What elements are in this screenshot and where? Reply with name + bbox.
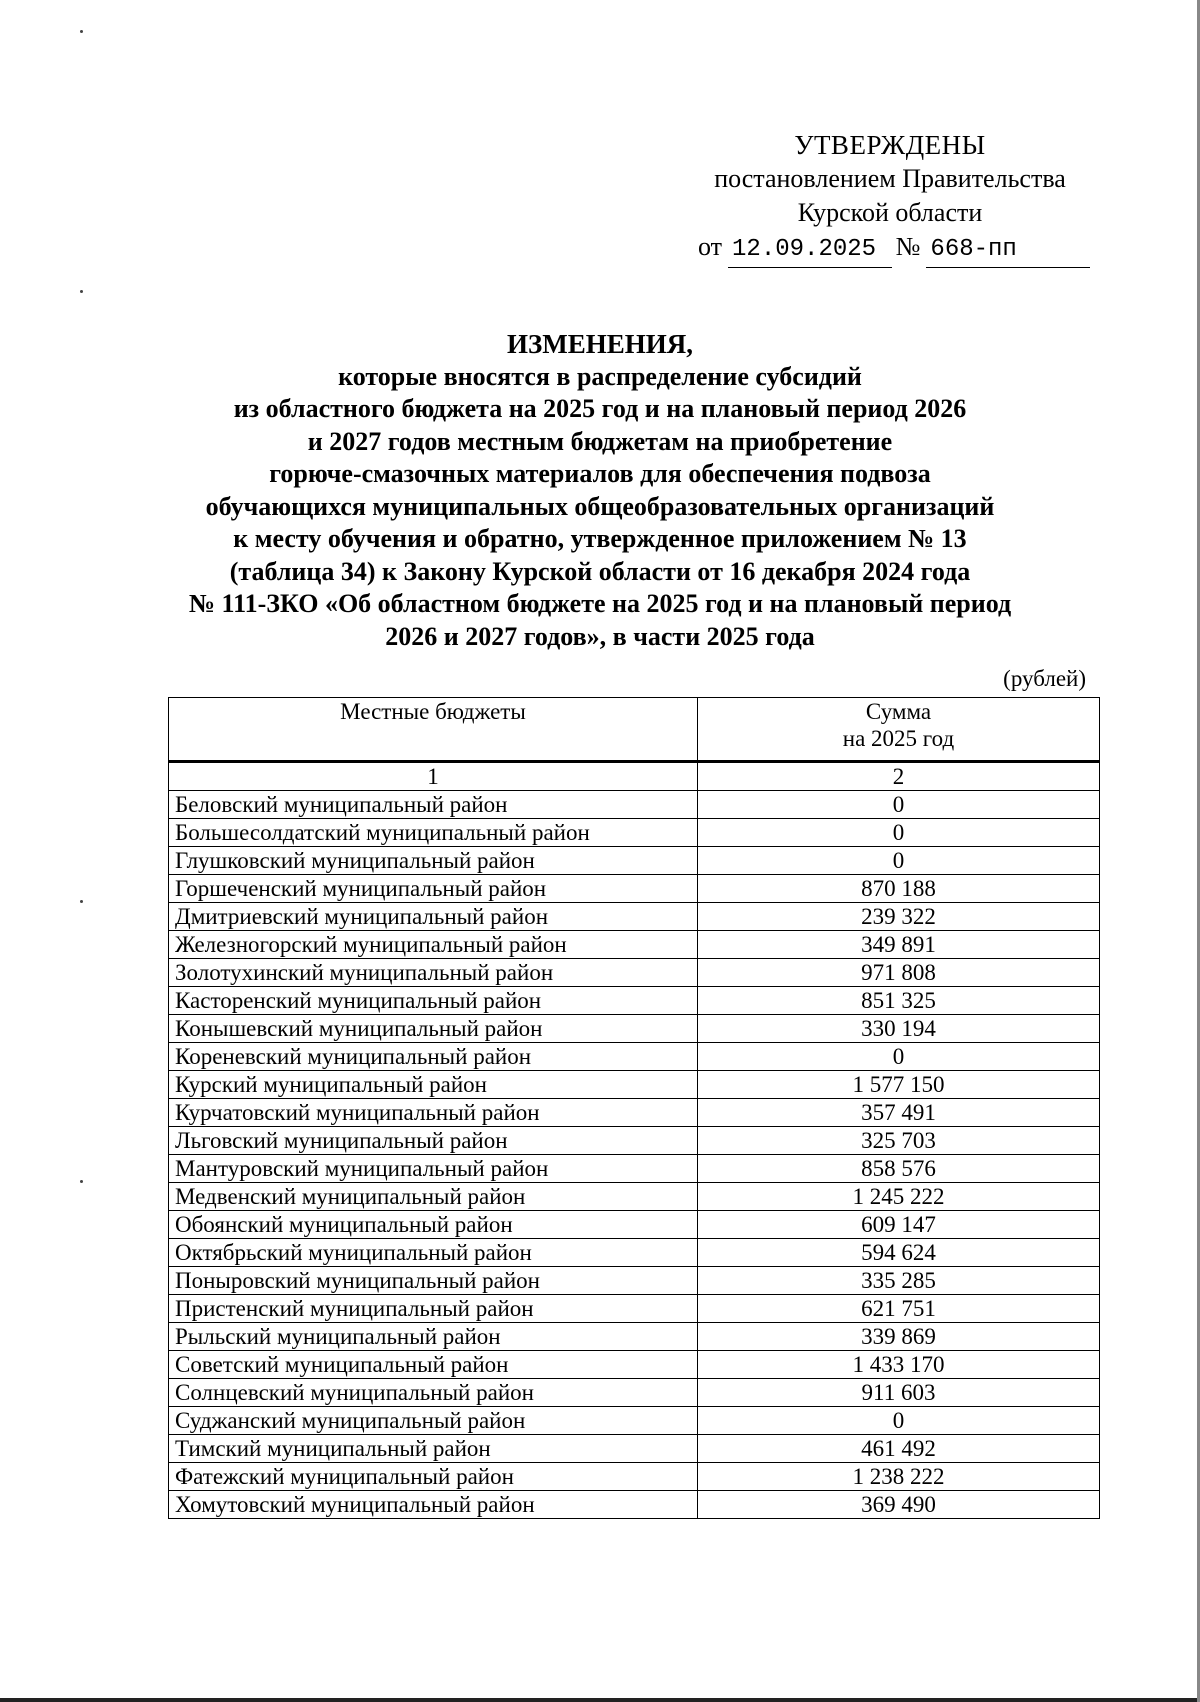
heading-line: 2026 и 2027 годов», в части 2025 года — [385, 621, 815, 651]
table-row — [169, 819, 1100, 847]
district-amount: 369 490 — [698, 1491, 1100, 1519]
approval-date: 12.09.2025 — [728, 233, 892, 268]
scan-edge-bottom — [0, 1698, 1200, 1702]
district-amount: 851 325 — [698, 987, 1100, 1015]
district-amount: 971 808 — [698, 959, 1100, 987]
district-name: Кореневский муниципальный район — [169, 1043, 698, 1071]
district-amount: 858 576 — [698, 1155, 1100, 1183]
district-name: Глушковский муниципальный район — [169, 847, 698, 875]
table-row — [169, 959, 1100, 987]
district-name: Фатежский муниципальный район — [169, 1463, 698, 1491]
district-amount: 0 — [698, 791, 1100, 819]
district-amount: 0 — [698, 1043, 1100, 1071]
district-amount: 1 245 222 — [698, 1183, 1100, 1211]
district-amount: 330 194 — [698, 1015, 1100, 1043]
approval-line-2: Курской области — [797, 198, 983, 227]
number-prefix: № — [895, 232, 921, 261]
budget-table — [168, 697, 1100, 1519]
column-number-2: 2 — [698, 762, 1100, 791]
scan-mark — [80, 30, 83, 33]
table-row — [169, 931, 1100, 959]
table-row — [169, 1407, 1100, 1435]
district-amount: 1 238 222 — [698, 1463, 1100, 1491]
district-amount: 911 603 — [698, 1379, 1100, 1407]
table-row — [169, 903, 1100, 931]
district-name: Советский муниципальный район — [169, 1351, 698, 1379]
scan-mark — [80, 900, 83, 903]
district-name: Беловский муниципальный район — [169, 791, 698, 819]
district-amount: 609 147 — [698, 1211, 1100, 1239]
date-prefix: от — [698, 232, 723, 261]
table-row — [169, 1239, 1100, 1267]
column-number-row — [169, 762, 1100, 791]
table-row — [169, 1267, 1100, 1295]
district-name: Рыльский муниципальный район — [169, 1323, 698, 1351]
units-label: (рублей) — [1003, 666, 1086, 691]
district-amount: 0 — [698, 819, 1100, 847]
district-amount: 325 703 — [698, 1127, 1100, 1155]
table-row — [169, 1295, 1100, 1323]
heading-title: ИЗМЕНЕНИЯ, — [506, 329, 693, 359]
district-name: Льговский муниципальный район — [169, 1127, 698, 1155]
district-name: Октябрьский муниципальный район — [169, 1239, 698, 1267]
district-name: Солнцевский муниципальный район — [169, 1379, 698, 1407]
table-row — [169, 1491, 1100, 1519]
district-amount: 335 285 — [698, 1267, 1100, 1295]
table-row — [169, 1211, 1100, 1239]
heading-line: № 111-ЗКО «Об областном бюджете на 2025 год и на плановый период — [188, 589, 1012, 618]
table-row — [169, 1379, 1100, 1407]
district-name: Курский муниципальный район — [169, 1071, 698, 1099]
district-amount: 870 188 — [698, 875, 1100, 903]
table-header-row — [169, 698, 1100, 762]
district-name: Дмитриевский муниципальный район — [169, 903, 698, 931]
document-heading — [150, 328, 1050, 653]
approval-block — [690, 128, 1090, 268]
table-row — [169, 1071, 1100, 1099]
approval-number: 668-пп — [926, 233, 1090, 268]
heading-line: горюче-смазочных материалов для обеспечения подвоза — [269, 459, 931, 488]
district-amount: 239 322 — [698, 903, 1100, 931]
district-amount: 0 — [698, 847, 1100, 875]
district-amount: 461 492 — [698, 1435, 1100, 1463]
scan-mark — [80, 290, 83, 293]
heading-line: из областного бюджета на 2025 год и на плановый период 2026 — [233, 394, 967, 423]
district-amount: 357 491 — [698, 1099, 1100, 1127]
header-amount-line-2: на 2025 год — [842, 726, 955, 751]
table-row — [169, 1127, 1100, 1155]
district-name: Обоянский муниципальный район — [169, 1211, 698, 1239]
district-name: Пристенский муниципальный район — [169, 1295, 698, 1323]
heading-line: обучающихся муниципальных общеобразовательных организаций — [205, 491, 995, 521]
district-amount: 1 577 150 — [698, 1071, 1100, 1099]
table-row — [169, 1463, 1100, 1491]
approval-date-row — [698, 230, 1090, 268]
district-name: Касторенский муниципальный район — [169, 987, 698, 1015]
approval-line-1: постановлением Правительства — [714, 164, 1066, 193]
district-name: Золотухинский муниципальный район — [169, 959, 698, 987]
heading-line: и 2027 годов местным бюджетам на приобретение — [307, 426, 893, 456]
scan-mark — [80, 1180, 83, 1183]
district-name: Мантуровский муниципальный район — [169, 1155, 698, 1183]
district-name: Конышевский муниципальный район — [169, 1015, 698, 1043]
heading-line: (таблица 34) к Закону Курской области от 16 декабря 2024 года — [229, 556, 971, 586]
header-amount-line-1: Сумма — [865, 699, 932, 724]
district-name: Горшеченский муниципальный район — [169, 875, 698, 903]
approval-title: УТВЕРЖДЕНЫ — [794, 130, 986, 160]
column-number-1: 1 — [169, 762, 698, 791]
district-amount: 339 869 — [698, 1323, 1100, 1351]
table-row — [169, 1099, 1100, 1127]
district-name: Курчатовский муниципальный район — [169, 1099, 698, 1127]
table-row — [169, 875, 1100, 903]
header-local-budgets: Местные бюджеты — [169, 698, 698, 762]
district-amount: 0 — [698, 1407, 1100, 1435]
table-row — [169, 1015, 1100, 1043]
table-row — [169, 1351, 1100, 1379]
district-name: Суджанский муниципальный район — [169, 1407, 698, 1435]
district-name: Тимский муниципальный район — [169, 1435, 698, 1463]
table-row — [169, 987, 1100, 1015]
district-name: Железногорский муниципальный район — [169, 931, 698, 959]
table-row — [169, 791, 1100, 819]
heading-line: к месту обучения и обратно, утвержденное приложением № 13 — [233, 524, 967, 553]
header-amount — [698, 698, 1100, 762]
table-row — [169, 1323, 1100, 1351]
district-name: Большесолдатский муниципальный район — [169, 819, 698, 847]
district-amount: 1 433 170 — [698, 1351, 1100, 1379]
table-row — [169, 1435, 1100, 1463]
heading-line: которые вносятся в распределение субсидий — [338, 361, 862, 391]
district-amount: 621 751 — [698, 1295, 1100, 1323]
table-row — [169, 1043, 1100, 1071]
district-name: Медвенский муниципальный район — [169, 1183, 698, 1211]
district-name: Поныровский муниципальный район — [169, 1267, 698, 1295]
table-row — [169, 847, 1100, 875]
table-row — [169, 1155, 1100, 1183]
district-amount: 349 891 — [698, 931, 1100, 959]
table-row — [169, 1183, 1100, 1211]
district-amount: 594 624 — [698, 1239, 1100, 1267]
district-name: Хомутовский муниципальный район — [169, 1491, 698, 1519]
